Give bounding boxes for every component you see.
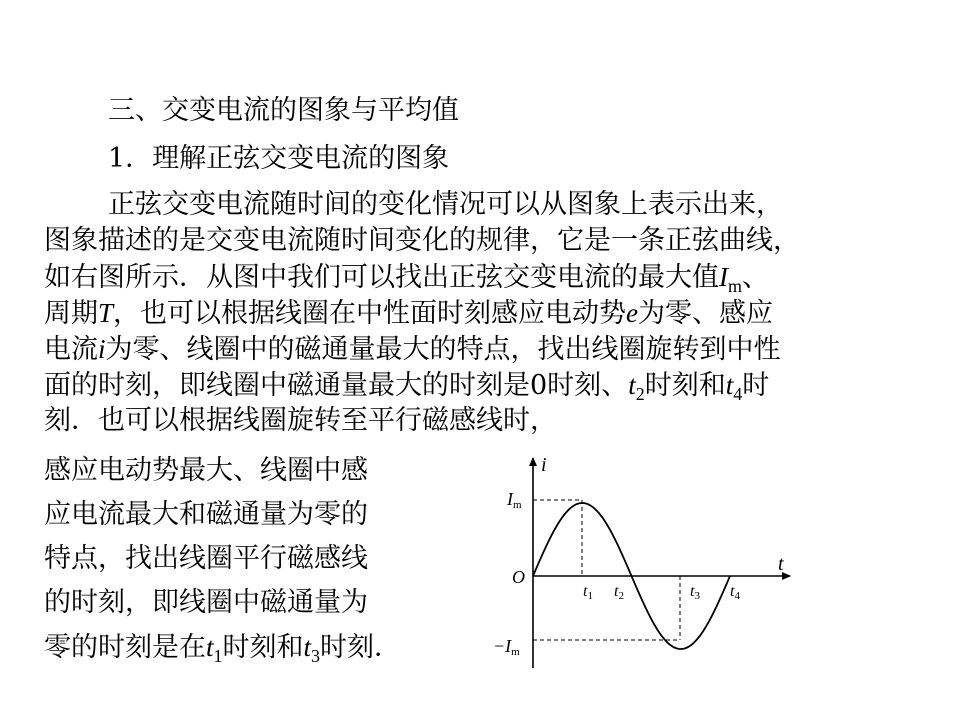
- paragraph-line: 特点，找出线圈平行磁感线: [44, 543, 368, 574]
- min-label-I: −I: [493, 636, 512, 656]
- max-label-I: I: [507, 489, 513, 509]
- paragraph-line: 正弦交变电流随时间的变化情况可以从图象上表示出来，: [108, 189, 783, 220]
- min-label: [493, 636, 520, 658]
- text-run: 如右图所示．从图中我们可以找出正弦交变电流的最大值: [44, 262, 719, 293]
- math-sub-1: 1: [213, 646, 223, 666]
- math-t: t: [206, 632, 214, 662]
- math-I: I: [719, 262, 728, 292]
- paragraph-line: [44, 368, 769, 405]
- math-T: T: [98, 298, 114, 328]
- text-run: 为零、感应: [638, 298, 774, 329]
- t1-t: t: [583, 583, 588, 600]
- math-sub-3: 3: [311, 646, 321, 666]
- paragraph-line: [44, 296, 773, 331]
- t2-label: [614, 583, 624, 602]
- t3-sub: 3: [694, 590, 700, 602]
- text-run: 电流: [44, 334, 98, 365]
- paragraph-line: 应电流最大和磁通量为零的: [44, 499, 368, 530]
- origin-label: O: [512, 567, 525, 587]
- x-axis-label: t: [778, 553, 784, 575]
- text-run: 零的时刻是在: [44, 632, 206, 663]
- math-t: t: [725, 370, 734, 400]
- min-label-sub: m: [511, 646, 520, 658]
- max-label-sub: m: [513, 499, 522, 511]
- math-sub-2: 2: [635, 384, 645, 404]
- t2-t: t: [614, 583, 619, 600]
- t3-label: [690, 583, 700, 602]
- t1-sub: 1: [587, 590, 593, 602]
- sine-wave-figure: [490, 452, 800, 674]
- text-run: 为零、线圈中的磁通量最大的特点，找出线圈旋转到中性: [105, 334, 781, 365]
- t4-label: [730, 583, 740, 602]
- text-run: 时刻．: [320, 632, 402, 663]
- math-t: t: [628, 370, 636, 400]
- page-title: 三、交变电流的图象与平均值: [108, 95, 459, 126]
- paragraph-line: [44, 332, 781, 367]
- text-run: 时刻和: [644, 370, 726, 401]
- paragraph-line: 的时刻，即线圈中磁通量为: [44, 587, 368, 618]
- section-subheading: 1．理解正弦交变电流的图象: [108, 143, 450, 174]
- math-t: t: [303, 632, 312, 662]
- paragraph-line: 刻．也可以根据线圈旋转至平行磁感线时，: [44, 405, 557, 436]
- math-i: i: [98, 334, 106, 364]
- t4-t: t: [730, 583, 735, 600]
- t4-sub: 4: [734, 590, 740, 602]
- paragraph-line: 图象描述的是交变电流随时间变化的规律，它是一条正弦曲线，: [44, 225, 800, 256]
- math-e: e: [626, 298, 639, 328]
- y-axis-label: i: [541, 454, 547, 476]
- text-run: 面的时刻，即线圈中磁通量最大的时刻是0时刻、: [44, 370, 629, 401]
- paragraph-line: [44, 260, 769, 297]
- text-run: 时: [742, 370, 770, 401]
- max-label: [506, 489, 522, 511]
- paragraph-line: [44, 630, 401, 667]
- math-sub-m: m: [728, 276, 743, 296]
- t3-t: t: [690, 583, 695, 600]
- text-run: 时刻和: [222, 632, 304, 663]
- math-sub-4: 4: [733, 384, 743, 404]
- text-run: 周期: [44, 298, 98, 329]
- t2-sub: 2: [618, 590, 624, 602]
- t1-label: [583, 583, 593, 602]
- text-run: ，也可以根据线圈在中性面时刻感应电动势: [113, 298, 627, 329]
- paragraph-line: 感应电动势最大、线圈中感: [44, 455, 368, 486]
- text-run: 、: [742, 262, 770, 293]
